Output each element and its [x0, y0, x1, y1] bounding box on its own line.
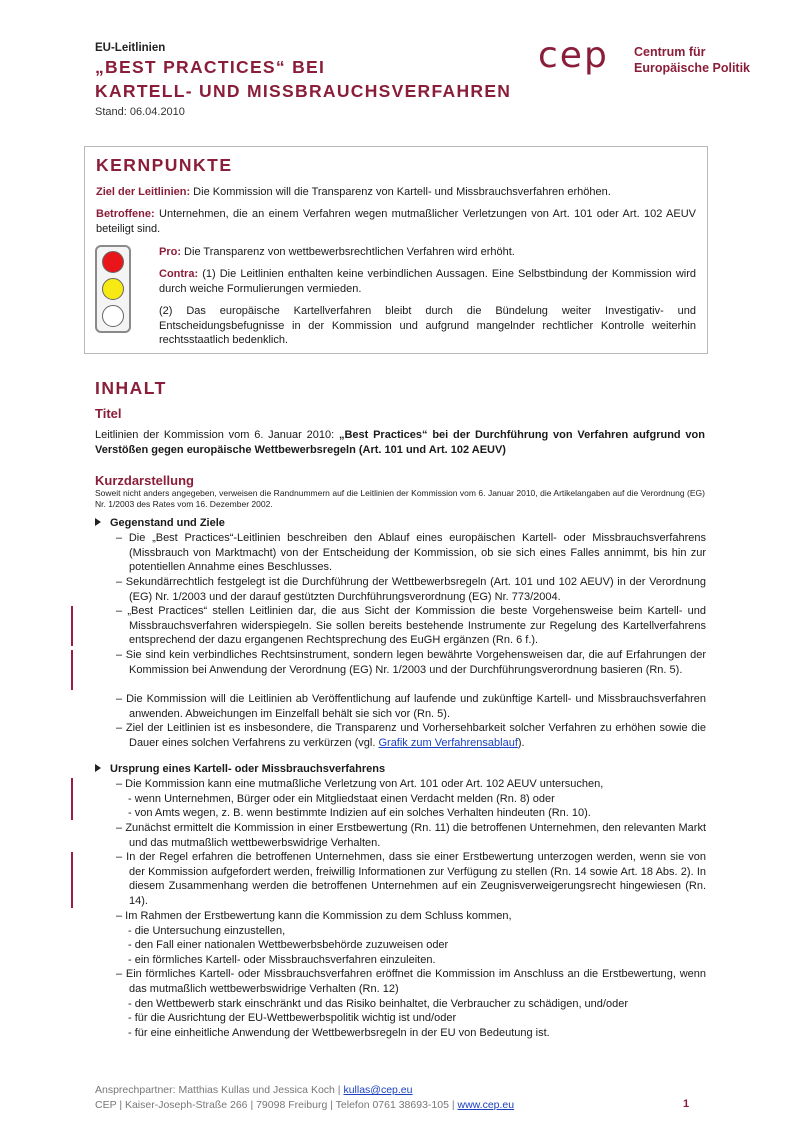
- pro-paragraph: [159, 245, 696, 260]
- white-light-icon: [102, 305, 124, 327]
- margin-change-bar: [71, 778, 73, 820]
- email-link[interactable]: kullas@cep.eu: [343, 1084, 413, 1096]
- logo-mark: cep: [538, 35, 609, 76]
- betroffene-label: Betroffene:: [96, 208, 155, 220]
- series-label: EU-Leitlinien: [95, 42, 166, 54]
- kurzdarstellung-heading: Kurzdarstellung: [95, 473, 194, 488]
- grafik-link[interactable]: Grafik zum Verfahrensablauf: [378, 736, 518, 749]
- kurzdarstellung-note: Soweit nicht anders angegeben, verweisen die Randnummern auf die Leitlinien der Kommission vom 6. Januar 2010, die Artikelangaben auf die Verordnung (EG) Nr. 1/2003 des Rates vom 16. Dezember 2002.: [95, 488, 705, 509]
- document-footer: [95, 1083, 695, 1113]
- logo-line-2: Europäische Politik: [634, 61, 751, 75]
- sub-list-item: - für die Ausrichtung der EU-Wettbewerbspolitik wichtig ist und/oder: [128, 1012, 457, 1024]
- list-item: – In der Regel erfahren die betroffenen Unternehmen, dass sie einer Erstbewertung unterzogen werden, wenn sie von der Kommission aufgefordert werden, freiwillig Informationen zur Verfügung zu stellen (Rn. 14 sowie Art. 18 Abs. 2). In diesem Zusammenhang werden die betroffenen Unternehmen auf ein Zeugnisverweigerungsrecht hingewiesen (Rn. 14).: [116, 851, 706, 907]
- red-light-icon: [102, 251, 124, 273]
- sub-list-item: - von Amts wegen, z. B. wenn bestimmte Indizien auf ein solches Verhalten hindeuten (Rn. 10).: [128, 807, 591, 819]
- list-item: – Die „Best Practices“-Leitlinien beschreiben den Ablauf eines europäischen Kartell- oder Missbrauchsverfahrens (Missbrauch von Marktmacht) von der Entscheidung der Kommission, ob sie sich eines Falles annimmt, bis hin zur potentiellen Annahme eines Beschlusses.: [116, 532, 706, 573]
- list-item: – Sekundärrechtlich festgelegt ist die Durchführung der Wettbewerbsregeln (Art. 101 und 102 AEUV) in der Verordnung (EG) Nr. 1/2003 und der darauf gestützten Durchführungsverordnung (EG) Nr. 773/2004.: [116, 576, 706, 603]
- document-date: Stand: 06.04.2010: [95, 106, 185, 118]
- ziel-text: Die Kommission will die Transparenz von Kartell- und Missbrauchsverfahren erhöhen.: [190, 186, 611, 198]
- list-item: – Die Kommission will die Leitlinien ab Veröffentlichung auf laufende und zukünftige Kartell- und Missbrauchsverfahren anwenden. Abweichungen im Einzelfall behält sie sich vor (Rn. 5).: [116, 693, 706, 720]
- ziel-paragraph: [96, 185, 696, 200]
- footer-contact: Ansprechpartner: Matthias Kullas und Jessica Koch | kullas@cep.eu: [95, 1084, 413, 1096]
- contra-text: (1) Die Leitlinien enthalten keine verbindlichen Aussagen. Eine Selbstbindung der Kommission wird durch weiche Formulierungen vermieden.: [159, 268, 696, 295]
- logo-line-1: Centrum für: [634, 45, 706, 59]
- document-title-line-2: KARTELL- UND MISSBRAUCHSVERFAHREN: [95, 81, 512, 101]
- list-item: – „Best Practices“ stellen Leitlinien dar, die aus Sicht der Kommission die beste Vorgehensweise beim Kartell- und Missbrauchsverfahren widerspiegeln. Sie sollen bereits bestehende Instrumente zur Regelung des Kartellverfahrens entsprechend der dazu ergangenen Rechtsprechung des EuGH ergänzen (Rn. 6 f.).: [116, 605, 706, 646]
- titel-heading: Titel: [95, 406, 122, 421]
- margin-change-bar: [71, 852, 73, 908]
- contra-paragraph: [159, 267, 696, 296]
- cep-logo: [538, 36, 758, 84]
- logo-text: [634, 44, 750, 76]
- list-item: – Die Kommission kann eine mutmaßliche Verletzung von Art. 101 oder Art. 102 AEUV untersuchen,: [116, 778, 604, 790]
- ziel-label: Ziel der Leitlinien:: [96, 186, 191, 198]
- list-item: – Im Rahmen der Erstbewertung kann die Kommission zu dem Schluss kommen,: [116, 910, 512, 922]
- titel-bold: „Best Practices“ bei der Durchführung von Verfahren aufgrund von Verstößen gegen europäische Wettbewerbsregeln (Art. 101 und Art. 102 AEUV): [95, 429, 705, 456]
- page-number: 1: [683, 1098, 690, 1110]
- list-item: – Zunächst ermittelt die Kommission in einer Erstbewertung (Rn. 11) die betroffenen Unternehmen, den relevanten Markt und das mutmaßlich wettbewerbswidrige Verhalten.: [116, 822, 706, 849]
- footer-address: CEP | Kaiser-Joseph-Straße 266 | 79098 Freiburg | Telefon 0761 38693-105 | www.cep.eu: [95, 1099, 515, 1111]
- titel-prefix: Leitlinien der Kommission vom 6. Januar 2010:: [95, 429, 339, 441]
- sub-list-item: - den Wettbewerb stark einschränkt und das Risiko beinhaltet, die Verbraucher zu schädigen, und/oder: [128, 998, 628, 1010]
- pro-label: Pro:: [159, 246, 181, 258]
- yellow-light-icon: [102, 278, 124, 300]
- section-ursprung-heading: Ursprung eines Kartell- oder Missbrauchsverfahrens: [95, 763, 385, 775]
- triangle-bullet-icon: [95, 518, 101, 526]
- kernpunkte-heading: KERNPUNKTE: [96, 155, 233, 175]
- margin-change-bar: [71, 650, 73, 690]
- pro-text: Die Transparenz von wettbewerbsrechtlichen Verfahren wird erhöht.: [181, 246, 515, 258]
- betroffene-text: Unternehmen, die an einem Verfahren wegen mutmaßlicher Verletzungen von Art. 101 oder Art. 102 AEUV beteiligt sind.: [96, 208, 696, 235]
- sub-list-item: - die Untersuchung einzustellen,: [128, 925, 286, 937]
- margin-change-bar: [71, 606, 73, 646]
- list-item: – Ziel der Leitlinien ist es insbesondere, die Transparenz und Vorhersehbarkeit solcher Verfahren zu erhöhen sowie die Dauer eines solchen Verfahrens zu verkürzen (vgl. Grafik zum Verfahrensablauf).: [116, 722, 706, 749]
- website-link[interactable]: www.cep.eu: [457, 1099, 515, 1111]
- contra-2-paragraph: (2) Das europäische Kartellverfahren bleibt durch die Bündelung weiter Investigativ- und Entscheidungsbefugnisse in der Kommission und aufgrund mangelnder rechtlicher Kontrolle weiterhin rechtsstaatlich bedenklich.: [159, 305, 696, 346]
- sub-list-item: - ein förmliches Kartell- oder Missbrauchsverfahren einzuleiten.: [128, 954, 436, 966]
- section-gegenstand-heading: Gegenstand und Ziele: [95, 517, 225, 529]
- inhalt-heading: INHALT: [95, 378, 167, 398]
- sub-list-item: - wenn Unternehmen, Bürger oder ein Mitgliedstaat einen Verdacht melden (Rn. 8) oder: [128, 793, 555, 805]
- document-title-line-1: „BEST PRACTICES“ BEI: [95, 57, 326, 77]
- sub-list-item: - den Fall einer nationalen Wettbewerbsbehörde zuzuweisen oder: [128, 939, 449, 951]
- titel-paragraph: [95, 428, 705, 457]
- list-item: – Sie sind kein verbindliches Rechtsinstrument, sondern legen bewährte Vorgehensweisen dar, die auf Erfahrungen der Kommission bei Anwendung der Verordnung (EG) Nr. 1/2003 und der Durchführungsverordnung basieren (Rn. 5).: [116, 649, 706, 676]
- contra-label: Contra:: [159, 268, 199, 280]
- traffic-light-icon: [95, 245, 131, 333]
- kernpunkte-box: [84, 146, 708, 354]
- betroffene-paragraph: [96, 207, 696, 236]
- sub-list-item: - für eine einheitliche Anwendung der Wettbewerbsregeln in der EU von Bedeutung ist.: [128, 1027, 550, 1039]
- triangle-bullet-icon: [95, 764, 101, 772]
- list-item: – Ein förmliches Kartell- oder Missbrauchsverfahren eröffnet die Kommission im Anschluss an die Erstbewertung, wenn das mutmaßlich wettbewerbswidrige Verhalten (Rn. 12): [116, 968, 706, 995]
